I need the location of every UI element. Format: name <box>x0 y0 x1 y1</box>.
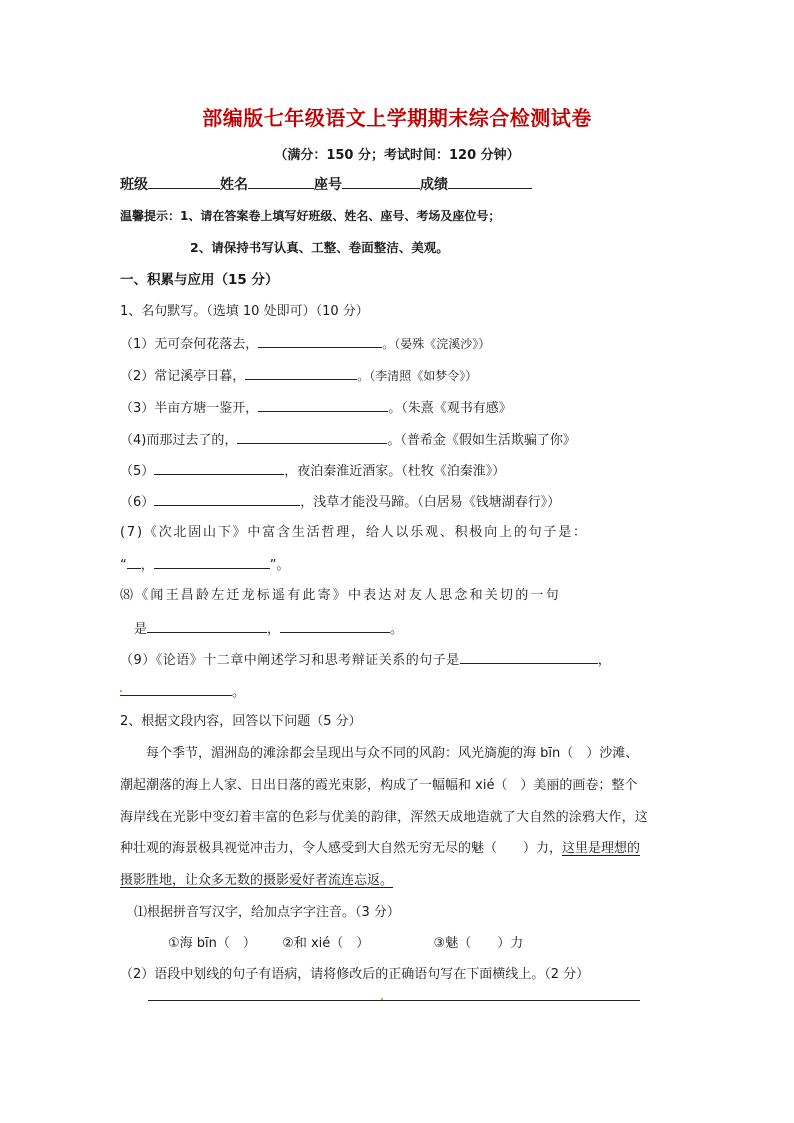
q2-paragraph-line-3: 海岸线在光影中变幻着丰富的色彩与优美的韵律，浑然天成地造就了大自然的涂鸦大作，这 <box>120 810 649 825</box>
seat-field[interactable] <box>342 174 420 189</box>
answer-blank[interactable] <box>154 460 284 475</box>
q2-sub-1: ⑴根据拼音写汉字，给加点字字注音。（3 分） <box>134 905 400 920</box>
q1-item-7-stem: (7)《次北固山下》中富含生活哲理，给人以乐观、积极向上的句子是： <box>120 525 588 540</box>
q1-item-1: （1）无可奈何花落去， 。（晏殊《浣溪沙》） <box>120 333 490 355</box>
q1-item-8-answer: 是 ， 。 <box>134 618 403 640</box>
answer-blank[interactable] <box>147 618 267 633</box>
q1-item-4: （4)而那过去了的， 。（普希金《假如生活欺骗了你》 <box>120 429 576 451</box>
q2-sub-1-b: ②和 xié（ ） <box>282 936 370 951</box>
q1-stem: 1、名句默写。（选填 10 处即可）（10 分） <box>120 304 369 319</box>
q2-paragraph-line-2: 潮起潮落的海上人家、日出日落的霞光束影，构成了一幅幅和 xié（ ）美丽的画卷；整个 <box>120 778 638 793</box>
class-label: 班级 <box>120 177 148 193</box>
score-field[interactable] <box>448 174 532 189</box>
q2-sub-2: （2）语段中划线的句子有语病，请将修改后的正确语句写在下面横线上。（2 分） <box>120 967 590 982</box>
q1-item-8-stem: ⑻《闻王昌龄左迁龙标遥有此寄》中表达对友人思念和关切的一句 <box>120 588 561 603</box>
score-label: 成绩 <box>420 177 448 193</box>
faulty-sentence-part-1: 这里是理想的 <box>562 841 641 856</box>
class-field[interactable] <box>148 174 220 189</box>
q1-item-9-stem: （9）《论语》十二章中阐述学习和思考辩证关系的句子是 ， <box>120 649 611 671</box>
q1-item-2: （2）常记溪亭日暮， 。（李清照《如梦令》） <box>120 365 477 387</box>
answer-blank[interactable] <box>154 554 270 569</box>
answer-blank[interactable] <box>258 397 388 412</box>
answer-blank[interactable] <box>127 554 141 569</box>
q1-item-5: （5） ，夜泊秦淮近酒家。（杜牧《泊秦淮》） <box>120 460 505 482</box>
q2-sub-1-answers <box>168 934 523 954</box>
section-1-heading: 一、积累与应用（15 分） <box>120 272 279 288</box>
q1-item-6: （6） ，浅草才能没马蹄。（白居易《钱塘湖春行》） <box>120 491 560 513</box>
answer-blank[interactable] <box>120 681 232 696</box>
exam-subtitle: （满分：150 分；考试时间：120 分钟） <box>274 148 520 163</box>
answer-blank[interactable] <box>258 333 382 348</box>
answer-blank[interactable] <box>460 649 598 664</box>
answer-line[interactable] <box>148 1000 640 1001</box>
q2-sub-1-c: ③魅（ ）力 <box>433 936 524 951</box>
answer-blank[interactable] <box>280 618 390 633</box>
q1-item-3: （3）半亩方塘一鉴开， 。（朱熹《观书有感》 <box>120 397 512 419</box>
q1-item-9-answer: 。 <box>120 681 245 703</box>
tips-label: 温馨提示： <box>120 209 181 223</box>
name-field[interactable] <box>248 174 314 189</box>
q2-paragraph-line-4: 种壮观的海景极具视觉冲击力，令人感受到大自然无穷无尽的魅（ ）力，这里是理想的 <box>120 841 641 856</box>
tips-line-1 <box>120 206 500 226</box>
q2-paragraph-line-1: 每个季节，湄洲岛的滩涂都会呈现出与众不同的风韵：风光旖旎的海 bīn（ ）沙滩、 <box>146 746 639 761</box>
name-label: 姓名 <box>220 177 248 193</box>
q2-sub-1-a: ①海 bīn（ ） <box>168 936 256 951</box>
q2-paragraph-line-5 <box>120 871 393 891</box>
faulty-sentence-part-2: 摄影胜地，让众多无数的摄影爱好者流连忘返。 <box>120 873 394 888</box>
q1-item-7-answer: “ ， ”。 <box>120 554 290 576</box>
scan-dot <box>381 998 383 1000</box>
answer-blank[interactable] <box>245 365 357 380</box>
tips-item-2: 2、请保持书写认真、工整、卷面整洁、美观。 <box>190 240 449 255</box>
answer-blank[interactable] <box>154 491 300 506</box>
page-title: 部编版七年级语文上学期期末综合检测试卷 <box>202 106 592 130</box>
tips-item-1: 1、请在答案卷上填写好班级、姓名、座号、考场及座位号； <box>180 209 501 223</box>
scan-dot <box>120 690 122 692</box>
student-info-row <box>120 174 532 195</box>
seat-label: 座号 <box>314 177 342 193</box>
answer-blank[interactable] <box>237 429 387 444</box>
q2-stem: 2、根据文段内容，回答以下问题（5 分） <box>120 714 362 729</box>
